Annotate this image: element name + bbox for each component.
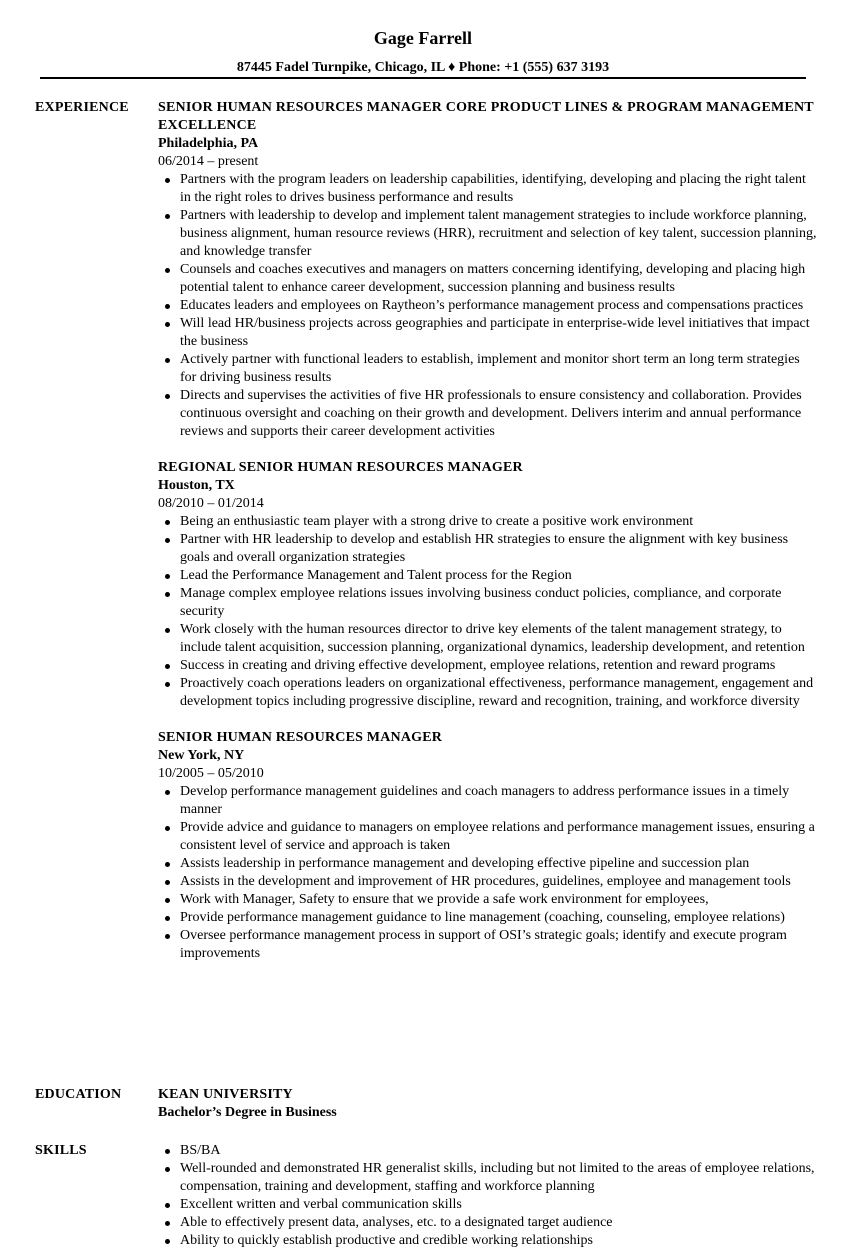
list-item: Being an enthusiastic team player with a strong drive to create a positive work environment	[180, 513, 818, 531]
list-item: Assists in the development and improvement of HR procedures, guidelines, employee and management tools	[180, 873, 818, 891]
job-location: Philadelphia, PA	[158, 136, 259, 151]
job-bullets	[158, 783, 818, 963]
job-entry	[158, 729, 818, 963]
education-heading: EDUCATION	[35, 1087, 122, 1102]
list-item: Provide performance management guidance to line management (coaching, counseling, employee relations)	[180, 909, 818, 927]
list-item: Work with Manager, Safety to ensure that we provide a safe work environment for employees,	[180, 891, 818, 909]
education-body	[158, 1086, 818, 1122]
list-item: Lead the Performance Management and Talent process for the Region	[180, 567, 818, 585]
job-entry	[158, 99, 818, 441]
job-title: SENIOR HUMAN RESOURCES MANAGER CORE PRODUCT LINES & PROGRAM MANAGEMENT EXCELLENCE	[158, 100, 814, 133]
candidate-name: Gage Farrell	[373, 28, 473, 48]
experience-heading: EXPERIENCE	[35, 100, 129, 115]
school-name: KEAN UNIVERSITY	[158, 1087, 293, 1102]
job-entry	[158, 459, 818, 711]
job-title: REGIONAL SENIOR HUMAN RESOURCES MANAGER	[158, 460, 523, 475]
list-item: Well-rounded and demonstrated HR generalist skills, including but not limited to the areas of employee relations, compensation, training and development, staffing and workforce planning	[180, 1160, 818, 1196]
list-item: Ability to quickly establish productive and credible working relationships	[180, 1232, 818, 1250]
list-item: Develop performance management guidelines and coach managers to address performance issues in a timely manner	[180, 783, 818, 819]
list-item: Will lead HR/business projects across geographies and participate in enterprise-wide level initiatives that impact the business	[180, 315, 818, 351]
skills-body	[158, 1142, 818, 1250]
contact-line: 87445 Fadel Turnpike, Chicago, IL ♦ Phone: +1 (555) 637 3193	[236, 60, 610, 75]
experience-body	[158, 99, 818, 981]
list-item: Able to effectively present data, analyses, etc. to a designated target audience	[180, 1214, 818, 1232]
list-item: Partner with HR leadership to develop and establish HR strategies to ensure the alignment with key business goals and overall organization strategies	[180, 531, 818, 567]
list-item: Excellent written and verbal communication skills	[180, 1196, 818, 1214]
list-item: Directs and supervises the activities of five HR professionals to ensure consistency and collaboration. Provides continuous oversight and coaching on their growth and development. Delivers interim and annual performance reviews and supports their career development activities	[180, 387, 818, 441]
list-item: Manage complex employee relations issues involving business conduct policies, compliance, and corporate security	[180, 585, 818, 621]
job-title: SENIOR HUMAN RESOURCES MANAGER	[158, 730, 443, 745]
job-dates: 10/2005 – 05/2010	[158, 766, 264, 781]
list-item: Educates leaders and employees on Raytheon’s performance management process and compensations practices	[180, 297, 818, 315]
list-item: Oversee performance management process in support of OSI’s strategic goals; identify and execute program improvements	[180, 927, 818, 963]
job-bullets	[158, 513, 818, 711]
job-dates: 06/2014 – present	[158, 154, 259, 169]
list-item: Partners with leadership to develop and implement talent management strategies to include workforce planning, business alignment, human resource reviews (HRR), recruitment and selection of key talent, succession planning, and knowledge transfer	[180, 208, 817, 259]
job-dates: 08/2010 – 01/2014	[158, 496, 264, 511]
list-item: Actively partner with functional leaders to establish, implement and monitor short term an long term strategies for driving business results	[180, 351, 818, 387]
degree: Bachelor’s Degree in Business	[158, 1105, 337, 1120]
list-item: Partners with the program leaders on leadership capabilities, identifying, developing and placing the right talent in the right roles to drives business performance and results	[180, 171, 818, 207]
skills-list	[158, 1142, 818, 1250]
list-item: Provide advice and guidance to managers on employee relations and performance management issues, ensuring a consistent level of service and approach is taken	[180, 819, 818, 855]
job-location: New York, NY	[158, 748, 245, 763]
list-item: Counsels and coaches executives and managers on matters concerning identifying, developing and placing high potential talent to enhance career development, succession planning and business results	[180, 261, 818, 297]
job-location: Houston, TX	[158, 478, 235, 493]
skills-heading: SKILLS	[35, 1143, 87, 1158]
list-item: Success in creating and driving effective development, employee relations, retention and reward programs	[180, 657, 818, 675]
job-bullets	[158, 171, 818, 441]
list-item: Assists leadership in performance management and developing effective pipeline and succession plan	[180, 855, 818, 873]
list-item: BS/BA	[180, 1142, 818, 1160]
header-divider	[40, 77, 806, 79]
list-item: Proactively coach operations leaders on organizational effectiveness, performance management, engagement and development topics including progressive discipline, reward and recognition, training, and workforce diversity	[180, 675, 818, 711]
list-item: Work closely with the human resources director to drive key elements of the talent management strategy, to include talent acquisition, succession planning, organizational dynamics, leadership development, and retention	[180, 621, 818, 657]
